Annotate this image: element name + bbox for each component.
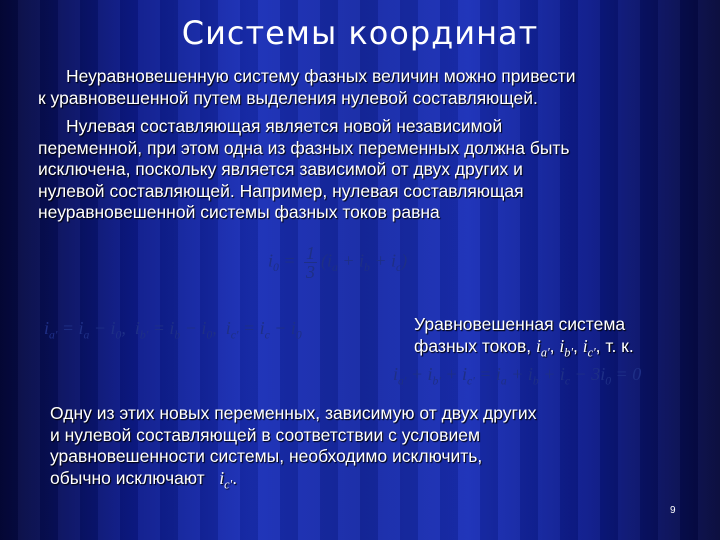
- formula-fraction: $\frac{1}{3}$: [306, 243, 316, 282]
- paragraph-zero-component: [38, 116, 678, 224]
- current-variable-b: [559, 335, 573, 359]
- conclusion-line: и нулевой составляющей в соответствии с условием: [50, 424, 480, 445]
- conclusion-line: Одну из этих новых переменных, зависимую от двух других: [50, 403, 537, 423]
- text-fragment: фазных токов,: [414, 335, 536, 356]
- var-letter: i: [219, 467, 225, 488]
- var-subscript: c': [224, 477, 233, 491]
- paragraph-line: Неуравновешенную систему фазных величин можно привести: [66, 66, 576, 86]
- var-letter: i: [582, 335, 588, 356]
- var-subscript: a': [540, 345, 550, 359]
- conclusion-line: [50, 468, 536, 496]
- text-fragment: .: [232, 467, 238, 488]
- var-letter: i: [559, 335, 565, 356]
- balanced-line: Уравновешенная система: [414, 314, 626, 334]
- paragraph-line: исключена, поскольку является зависимой от двух других и: [38, 159, 523, 179]
- page-number: 9: [670, 505, 676, 516]
- paragraph-line: переменной, при этом одна из фазных переменных должна быть: [38, 137, 570, 158]
- current-variable-a: [535, 335, 550, 359]
- var-subscript: b': [564, 345, 573, 359]
- current-variable-c: [582, 335, 596, 359]
- paragraph-line: нулевой составляющей. Например, нулевая составляющая: [38, 180, 524, 201]
- conclusion-text: [50, 403, 536, 496]
- paragraph-line: неуравновешенной системы фазных токов равна: [38, 202, 440, 222]
- paragraph-intro: [38, 66, 678, 109]
- separator: ,: [572, 335, 583, 356]
- balanced-line-currents: [414, 336, 634, 364]
- balanced-system-text: [414, 314, 634, 364]
- formula-balance-condition: $i_{a'} + i_{b'} + i_{c'} = i_a + i_b + i_c - 3i_0 = 0$: [393, 364, 642, 388]
- var-letter: i: [535, 335, 541, 356]
- text-fragment: обычно исключают: [50, 467, 210, 488]
- formula-phase-currents: $i_{a'} = i_a - i_0$, $i_{b'} = i_b - i_0$, $i_{c'} = i_c - i_0$: [44, 318, 302, 342]
- formula-zero-current: $i_0$ = $\frac{1}{3}$ $(i_a + i_b + i_c)$: [268, 243, 408, 282]
- excluded-current-variable: [219, 467, 233, 491]
- var-subscript: c': [587, 345, 596, 359]
- paragraph-line: к уравновешенной путем выделения нулевой составляющей.: [38, 87, 538, 108]
- slide-title: Системы координат: [181, 14, 539, 52]
- text-fragment: , т. к.: [595, 335, 634, 356]
- conclusion-line: уравновешенности системы, необходимо исключить,: [50, 446, 483, 466]
- paragraph-line: Нулевая составляющая является новой независимой: [66, 116, 503, 136]
- separator: ,: [549, 335, 560, 356]
